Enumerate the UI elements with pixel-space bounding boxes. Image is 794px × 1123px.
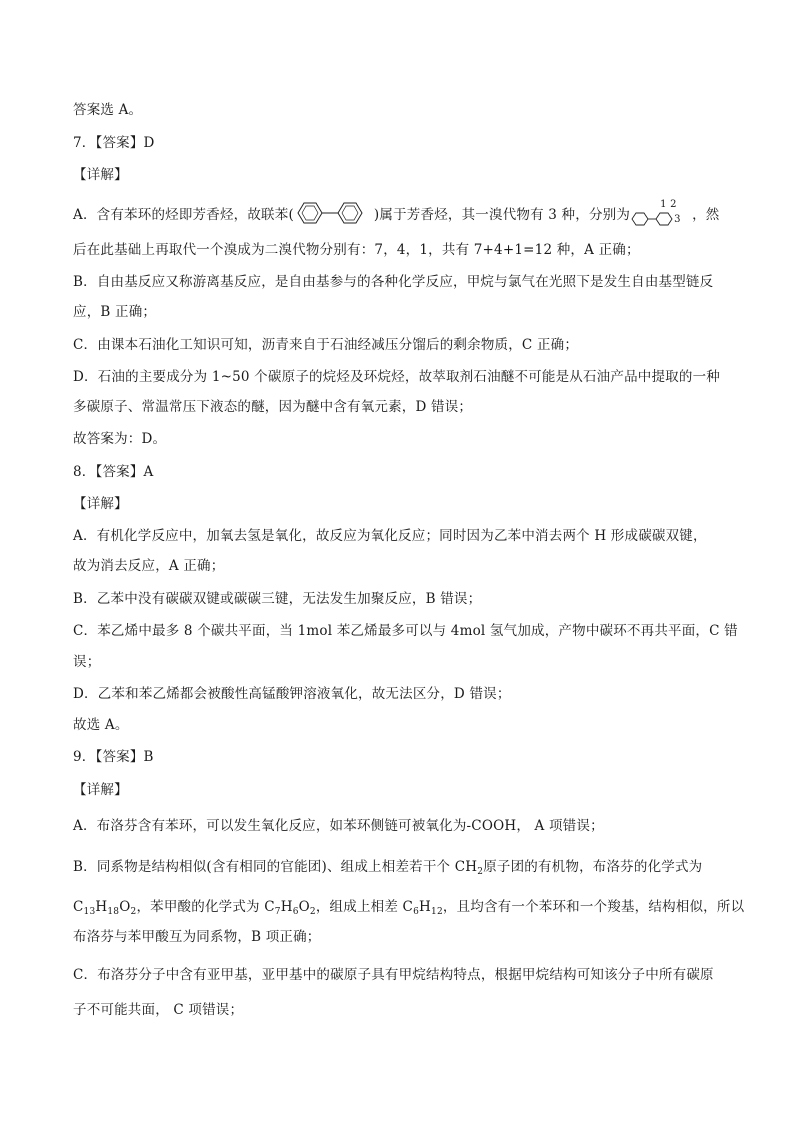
subscript: 18	[107, 907, 120, 917]
subscript: 6	[292, 907, 299, 917]
subscript: 2	[309, 907, 316, 917]
subscript: 13	[83, 907, 96, 917]
formula-text: H	[280, 899, 293, 915]
text-line: 应，B 正确；	[73, 304, 157, 320]
subscript: 12	[431, 907, 443, 917]
explanation-heading: 【详解】	[73, 496, 128, 512]
formula-text: C	[73, 899, 84, 915]
formula-text: H	[419, 899, 432, 915]
explanation-heading: 【详解】	[73, 782, 128, 798]
text-span: ，组成上相差 C	[315, 899, 414, 915]
text-span: )属于芳香烃，其一溴代物有 3 种，分别为	[373, 207, 631, 223]
answer-heading-9: 9．【答案】B	[73, 749, 154, 765]
text-line: 多碳原子、常温常压下液态的醚，因为醚中含有氧元素，D 错误；	[73, 399, 473, 415]
text-line: B．自由基反应又称游离基反应，是自由基参与的各种化学反应，甲烷与氯气在光照下是发生自由基型链反	[73, 274, 714, 290]
text-span: ，且均含有一个苯环和一个羧基，结构相似，所以	[442, 899, 745, 915]
formula-text: H	[95, 899, 108, 915]
text-line: C．由课本石油化工知识可知，沥青来自于石油经减压分馏后的剩余物质，C 正确；	[73, 337, 579, 353]
biphenyl-structure-icon	[294, 201, 374, 225]
text-span: B．同系物是结构相似(含有相同的官能团)、组成上相差若干个 CH	[73, 859, 478, 875]
formula-text: O	[119, 899, 131, 915]
position-label-2: 2	[670, 199, 677, 210]
text-span: ，苯甲酸的化学式为 C	[136, 899, 275, 915]
text-line: 误；	[73, 654, 101, 670]
text-line: A．有机化学反应中，加氧去氢是氧化，故反应为氧化反应；同时因为乙苯中消去两个 H 形成碳碳双键，	[73, 528, 707, 544]
text-line: 故选 A。	[73, 717, 129, 733]
subscript: 6	[413, 907, 420, 917]
subscript: 7	[274, 907, 281, 917]
answer-heading-8: 8．【答案】A	[73, 464, 154, 480]
text-line	[73, 858, 733, 876]
text-line: 后在此基础上再取代一个溴成为二溴代物分别有：7，4，1，共有 7+4+1=12 种，A 正确；	[73, 242, 640, 258]
text-span: 原子团的有机物，布洛芬的化学式为	[483, 859, 703, 875]
text-line: D．乙苯和苯乙烯都会被酸性高锰酸钾溶液氧化，故无法区分，D 错误；	[73, 686, 511, 702]
text-line: 故答案为：D。	[73, 431, 167, 447]
text-line: 故为消去反应，A 正确；	[73, 558, 225, 574]
position-label-3: 3	[674, 214, 681, 225]
text-line: A．布洛芬含有苯环，可以发生氧化反应，如苯环侧链可被氧化为-COOH， A 项错误；	[73, 818, 604, 834]
explanation-heading: 【详解】	[73, 167, 128, 183]
formula-text: O	[298, 899, 310, 915]
text-line	[73, 201, 733, 225]
position-label-1: 1	[660, 199, 667, 210]
text-span: A．含有苯环的烃即芳香烃，故联苯(	[73, 207, 294, 223]
subscript: 2	[477, 867, 484, 877]
text-line: C．布洛芬分子中含有亚甲基，亚甲基中的碳原子具有甲烷结构特点，根据甲烷结构可知该分子中所有碳原	[73, 967, 714, 983]
text-line: C．苯乙烯中最多 8 个碳共平面，当 1mol 苯乙烯最多可以与 4mol 氢气加成，产物中碳环不再共平面，C 错	[73, 623, 738, 639]
answer-heading-7: 7．【答案】D	[73, 135, 155, 151]
text-line: 布洛芬与苯甲酸互为同系物，B 项正确；	[73, 929, 321, 945]
text-line: 答案选 A。	[73, 102, 143, 118]
bromo-positions-figure	[630, 199, 692, 225]
text-line: 子不可能共面， C 项错误；	[73, 1002, 244, 1018]
subscript: 2	[130, 907, 137, 917]
text-line: D．石油的主要成分为 1~50 个碳原子的烷烃及环烷烃，故萃取剂石油醚不可能是从石油产品中提取的一种	[73, 369, 720, 385]
text-line: B．乙苯中没有碳碳双键或碳碳三键，无法发生加聚反应，B 错误；	[73, 591, 482, 607]
text-span: ，然	[692, 207, 720, 223]
formula-line	[73, 898, 745, 917]
